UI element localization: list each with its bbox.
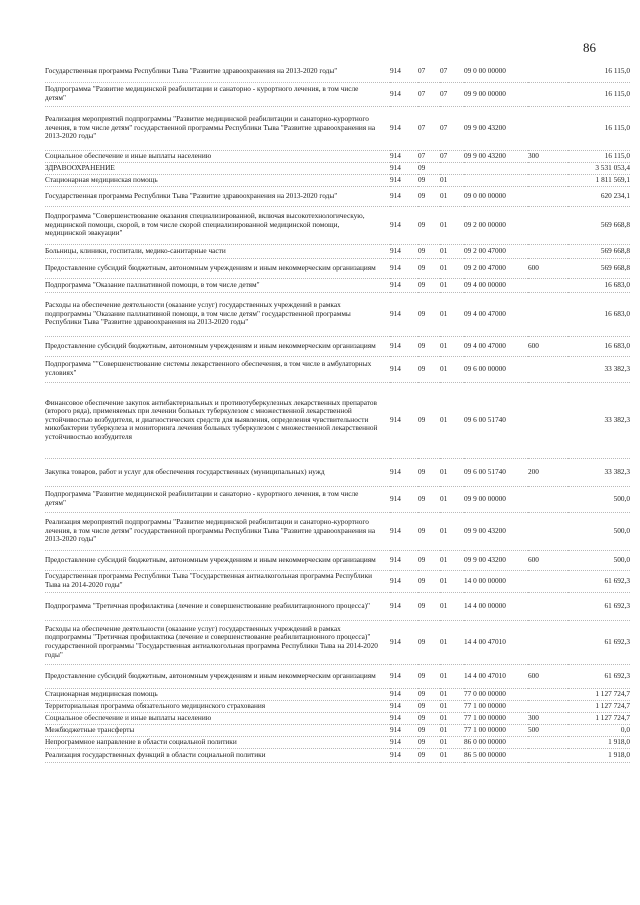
cell-csr [464, 162, 528, 174]
cell-rz: 09 [418, 340, 426, 350]
cell-vr: 300 [528, 150, 539, 160]
cell-vr [528, 62, 568, 82]
cell-vr [528, 82, 568, 106]
cell-csr: 77 1 00 00000 [464, 724, 506, 734]
cell-rz: 09 [418, 749, 426, 759]
cell-rz: 09 [418, 162, 426, 172]
cell-rz: 07 [418, 150, 426, 160]
cell-ved: 914 [390, 279, 401, 289]
cell-csr: 09 2 00 47000 [464, 262, 506, 272]
cell-vr [528, 206, 568, 244]
cell-pr: 01 [440, 262, 448, 272]
cell-pr: 01 [440, 190, 448, 200]
cell-pr: 01 [440, 363, 448, 373]
cell-rz: 09 [418, 724, 426, 734]
cell-vr: 600 [528, 554, 539, 564]
page-number: 86 [583, 40, 596, 55]
cell-rz: 09 [418, 414, 426, 424]
cell-rz: 09 [418, 712, 426, 722]
cell-rz: 07 [418, 122, 426, 132]
cell-csr: 09 6 00 51740 [464, 466, 506, 476]
cell-sum: 61 692,3 [604, 600, 630, 610]
cell-csr: 09 0 00 00000 [464, 190, 506, 200]
cell-ved: 914 [390, 88, 401, 98]
cell-csr [464, 174, 528, 186]
cell-pr: 01 [440, 575, 448, 585]
cell-name: Подпрограмма "Третичная профилактика (лечение и совершенствование реабилитационного процесса)" [45, 600, 370, 610]
cell-name: Закупка товаров, работ и услуг для обеспечения государственных (муниципальных) нужд [45, 466, 325, 476]
cell-rz: 09 [418, 688, 426, 698]
cell-ved: 914 [390, 525, 401, 535]
cell-rz: 09 [418, 174, 426, 184]
cell-vr [528, 382, 568, 458]
cell-ved: 914 [390, 150, 401, 160]
cell-rz: 09 [418, 219, 426, 229]
cell-ved: 914 [390, 466, 401, 476]
cell-pr: 01 [440, 466, 448, 476]
cell-name: Реализация мероприятий подпрограммы "Развитие медицинской реабилитации и санаторно-курортного лечения, в том числе детям" государственной программы Республики Тыва "Развитие здравоохранения на 2013-2020 годы" [45, 114, 376, 141]
cell-csr: 14 0 00 00000 [464, 575, 506, 585]
cell-rz: 07 [418, 66, 426, 76]
cell-csr: 14 4 00 47010 [464, 670, 506, 680]
cell-pr: 01 [440, 414, 448, 424]
cell-vr [528, 106, 568, 150]
cell-csr: 09 9 00 00000 [464, 493, 506, 503]
cell-ved: 914 [390, 636, 401, 646]
table-row [45, 206, 630, 244]
budget-table [45, 62, 630, 763]
cell-vr: 500 [528, 724, 539, 734]
cell-name: Финансовое обеспечение закупок антибактериальных и противотуберкулезных лекарственных препаратов (второго ряда), применяемых при лечении больных туберкулезом с множественной лекарственной устойчивостью возбудителя, и диагностических средств для выявления, определения чувствительности микобактерии туберкулеза и мониторинга лечения больных туберкулезом с множественной лекарственной устойчивостью возбудителя [45, 397, 378, 441]
cell-vr [528, 592, 568, 620]
cell-csr: 09 9 00 00000 [464, 88, 506, 98]
cell-rz: 09 [418, 736, 426, 746]
cell-csr: 09 6 00 51740 [464, 414, 506, 424]
cell-vr [528, 620, 568, 664]
table-row [45, 700, 630, 712]
cell-vr [528, 174, 568, 186]
cell-name: Подпрограмма "Совершенствование оказания специализированной, включая высокотехнологическую, медицинской помощи, скорой, в том числе скорой специализированной медицинской помощи, медицинской эвакуации" [45, 211, 365, 238]
table-row [45, 258, 630, 278]
cell-rz: 09 [418, 493, 426, 503]
cell-name: Предоставление субсидий бюджетным, автономным учреждениям и иным некоммерческим организациям [45, 670, 376, 680]
cell-csr: 09 4 00 00000 [464, 279, 506, 289]
cell-pr: 01 [440, 724, 448, 734]
cell-rz: 09 [418, 636, 426, 646]
cell-ved: 914 [390, 66, 401, 76]
cell-pr: 01 [440, 525, 448, 535]
cell-pr: 01 [440, 688, 448, 698]
cell-csr: 77 0 00 00000 [464, 688, 506, 698]
cell-ved: 914 [390, 262, 401, 272]
cell-sum: 1 918,0 [608, 749, 630, 759]
table-row [45, 278, 630, 292]
cell-vr [528, 570, 568, 592]
table-row [45, 458, 630, 486]
cell-name: Подпрограмма "Развитие медицинской реабилитации и санаторно - курортного лечения, в том числе детям" [45, 489, 359, 507]
cell-name: Социальное обеспечение и иные выплаты населению [45, 150, 212, 160]
cell-rz: 09 [418, 554, 426, 564]
table-row [45, 292, 630, 336]
table-row [45, 736, 630, 748]
cell-pr: 01 [440, 670, 448, 680]
cell-pr: 01 [440, 712, 448, 722]
cell-pr: 01 [440, 279, 448, 289]
cell-csr: 86 5 00 00000 [464, 749, 506, 759]
cell-ved: 914 [390, 736, 401, 746]
cell-ved: 914 [390, 219, 401, 229]
cell-ved: 914 [390, 554, 401, 564]
table-row [45, 162, 630, 174]
cell-csr: 09 0 00 00000 [464, 66, 506, 76]
cell-name: Реализация мероприятий подпрограммы "Развитие медицинской реабилитации и санаторно-курортного лечения, в том числе детям" государственной программы Республики Тыва "Развитие здравоохранения на 2013-2020 годы" [45, 517, 376, 544]
cell-vr [528, 162, 568, 174]
cell-rz: 07 [418, 88, 426, 98]
cell-name: Стационарная медицинская помощь [45, 174, 158, 184]
table-row [45, 62, 630, 82]
cell-rz: 09 [418, 700, 426, 710]
table-row [45, 486, 630, 512]
cell-csr: 77 1 00 00000 [464, 712, 506, 722]
cell-ved: 914 [390, 414, 401, 424]
cell-name: Социальное обеспечение и иные выплаты населению [45, 712, 212, 722]
cell-vr: 600 [528, 670, 539, 680]
cell-sum: 0,0 [620, 724, 630, 734]
cell-vr: 200 [528, 466, 539, 476]
cell-ved: 914 [390, 600, 401, 610]
cell-name: Стационарная медицинская помощь [45, 688, 158, 698]
cell-name: Государственная программа Республики Тыва "Развитие здравоохранения на 2013-2020 годы" [45, 66, 338, 76]
cell-vr [528, 486, 568, 512]
cell-csr: 09 4 00 47000 [464, 340, 506, 350]
cell-pr: 01 [440, 636, 448, 646]
cell-name: Подпрограмма "Оказание паллиативной помощи, в том числе детям" [45, 279, 260, 289]
cell-pr: 01 [440, 174, 448, 184]
table-row [45, 512, 630, 550]
table-row [45, 664, 630, 688]
cell-vr: 300 [528, 712, 539, 722]
table-row [45, 174, 630, 186]
cell-ved: 914 [390, 162, 401, 172]
table-row [45, 620, 630, 664]
cell-name: Предоставление субсидий бюджетным, автономным учреждениям и иным некоммерческим организациям [45, 262, 376, 272]
cell-pr: 01 [440, 736, 448, 746]
cell-sum: 500,0 [613, 554, 630, 564]
cell-ved: 914 [390, 749, 401, 759]
cell-pr: 01 [440, 554, 448, 564]
cell-name: Предоставление субсидий бюджетным, автономным учреждениям и иным некоммерческим организациям [45, 340, 376, 350]
cell-pr: 01 [440, 245, 448, 255]
cell-rz: 09 [418, 190, 426, 200]
cell-sum: 569 668,8 [600, 245, 630, 255]
cell-rz: 09 [418, 262, 426, 272]
table-row [45, 82, 630, 106]
cell-ved: 914 [390, 190, 401, 200]
cell-name: Государственная программа Республики Тыва "Развитие здравоохранения на 2013-2020 годы" [45, 190, 338, 200]
table-row [45, 186, 630, 206]
table-row [45, 688, 630, 700]
cell-ved: 914 [390, 688, 401, 698]
cell-sum: 1 127 724,7 [595, 700, 630, 710]
cell-rz: 09 [418, 279, 426, 289]
cell-rz: 09 [418, 670, 426, 680]
cell-name: Расходы на обеспечение деятельности (оказание услуг) государственных учреждений в рамках подпрограммы "Третичная профилактика (лечение и совершенствование реабилитационного процесса)" государственной программы "Государственная антиалкогольная программа Республики Тыва на 2014-2020 годы" [45, 623, 378, 659]
cell-ved: 914 [390, 493, 401, 503]
table-row [45, 724, 630, 736]
table-row [45, 356, 630, 382]
cell-name: Подпрограмма ""Совершенствование системы лекарственного обеспечения, в том числе в амбулаторных условиях" [45, 359, 372, 377]
cell-sum: 16 683,0 [604, 308, 630, 318]
cell-pr: 07 [440, 122, 448, 132]
cell-name: Межбюджетные трансферты [45, 724, 135, 734]
cell-name: Больницы, клиники, госпитали, медико-санитарные части [45, 245, 226, 255]
cell-pr: 01 [440, 219, 448, 229]
cell-sum: 61 692,3 [604, 670, 630, 680]
cell-csr: 09 9 00 43200 [464, 554, 506, 564]
cell-csr: 14 4 00 47010 [464, 636, 506, 646]
cell-name: Непрограммное направление в области социальной политики [45, 736, 237, 746]
cell-ved: 914 [390, 363, 401, 373]
cell-ved: 914 [390, 308, 401, 318]
cell-pr: 01 [440, 493, 448, 503]
cell-pr: 01 [440, 600, 448, 610]
cell-sum: 16 683,0 [604, 340, 630, 350]
cell-sum: 33 382,3 [604, 363, 630, 373]
cell-pr: 07 [440, 88, 448, 98]
cell-sum: 500,0 [613, 525, 630, 535]
cell-ved: 914 [390, 340, 401, 350]
cell-pr [440, 162, 464, 174]
cell-name: ЗДРАВООХРАНЕНИЕ [45, 162, 115, 172]
table-row [45, 592, 630, 620]
cell-vr [528, 186, 568, 206]
cell-csr: 86 0 00 00000 [464, 736, 506, 746]
cell-sum: 61 692,3 [604, 636, 630, 646]
cell-pr: 01 [440, 308, 448, 318]
cell-sum: 500,0 [613, 493, 630, 503]
cell-ved: 914 [390, 670, 401, 680]
cell-vr: 600 [528, 262, 539, 272]
table-row [45, 748, 630, 762]
cell-name: Подпрограмма "Развитие медицинской реабилитации и санаторно - курортного лечения, в том числе детям" [45, 84, 359, 102]
cell-pr: 07 [440, 66, 448, 76]
cell-ved: 914 [390, 712, 401, 722]
cell-sum: 16 115,0 [604, 150, 630, 160]
table-row [45, 712, 630, 724]
cell-csr: 77 1 00 00000 [464, 700, 506, 710]
table-row [45, 336, 630, 356]
cell-rz: 09 [418, 466, 426, 476]
cell-vr [528, 356, 568, 382]
cell-sum: 16 683,0 [604, 279, 630, 289]
cell-vr [528, 736, 568, 748]
cell-pr: 01 [440, 340, 448, 350]
cell-vr: 600 [528, 340, 539, 350]
cell-ved: 914 [390, 122, 401, 132]
cell-sum: 1 918,0 [608, 736, 630, 746]
cell-csr: 09 9 00 43200 [464, 525, 506, 535]
cell-csr: 09 2 00 47000 [464, 245, 506, 255]
cell-sum: 569 668,8 [600, 219, 630, 229]
cell-sum: 620 234,1 [600, 190, 630, 200]
cell-rz: 09 [418, 525, 426, 535]
cell-sum: 16 115,0 [604, 122, 630, 132]
cell-sum: 1 811 569,1 [595, 174, 630, 184]
cell-sum: 16 115,0 [604, 66, 630, 76]
cell-vr [528, 688, 568, 700]
cell-csr: 09 9 00 43200 [464, 122, 506, 132]
cell-name: Государственная программа Республики Тыва "Государственная антиалкогольная программа Республики Тыва на 2014-2020 годы" [45, 571, 373, 589]
cell-vr [528, 292, 568, 336]
cell-ved: 914 [390, 575, 401, 585]
table-row [45, 550, 630, 570]
cell-rz: 09 [418, 600, 426, 610]
cell-name: Предоставление субсидий бюджетным, автономным учреждениям и иным некоммерческим организациям [45, 554, 376, 564]
cell-sum: 33 382,3 [604, 466, 630, 476]
cell-csr: 14 4 00 00000 [464, 600, 506, 610]
cell-rz: 09 [418, 575, 426, 585]
cell-rz: 09 [418, 308, 426, 318]
cell-vr [528, 700, 568, 712]
cell-ved: 914 [390, 724, 401, 734]
cell-sum: 33 382,3 [604, 414, 630, 424]
cell-csr: 09 2 00 00000 [464, 219, 506, 229]
cell-name: Расходы на обеспечение деятельности (оказание услуг) государственных учреждений в рамках подпрограммы "Оказание паллиативной помощи, в том числе детям" государственной программы Республики Тыва "Развитие здравоохранения на 2013-2020 годы" [45, 300, 351, 327]
cell-vr [528, 278, 568, 292]
table-row [45, 570, 630, 592]
cell-rz: 09 [418, 363, 426, 373]
table-row [45, 382, 630, 458]
cell-csr: 09 4 00 47000 [464, 308, 506, 318]
cell-pr: 01 [440, 749, 448, 759]
cell-sum: 61 692,3 [604, 575, 630, 585]
cell-rz: 09 [418, 245, 426, 255]
cell-pr: 01 [440, 700, 448, 710]
cell-sum: 1 127 724,7 [595, 688, 630, 698]
cell-name: Территориальная программа обязательного медицинского страхования [45, 700, 266, 710]
cell-vr [528, 512, 568, 550]
table-row [45, 244, 630, 258]
cell-csr: 09 9 00 43200 [464, 150, 506, 160]
cell-sum: 16 115,0 [604, 88, 630, 98]
cell-sum: 3 531 053,4 [595, 162, 630, 172]
cell-sum: 569 668,8 [600, 262, 630, 272]
cell-ved: 914 [390, 174, 401, 184]
cell-sum: 1 127 724,7 [595, 712, 630, 722]
table-row [45, 106, 630, 150]
table-row [45, 150, 630, 162]
cell-ved: 914 [390, 245, 401, 255]
cell-vr [528, 748, 568, 762]
cell-pr: 07 [440, 150, 448, 160]
cell-vr [528, 244, 568, 258]
cell-ved: 914 [390, 700, 401, 710]
cell-csr: 09 6 00 00000 [464, 363, 506, 373]
cell-name: Реализация государственных функций в области социальной политики [45, 749, 266, 759]
